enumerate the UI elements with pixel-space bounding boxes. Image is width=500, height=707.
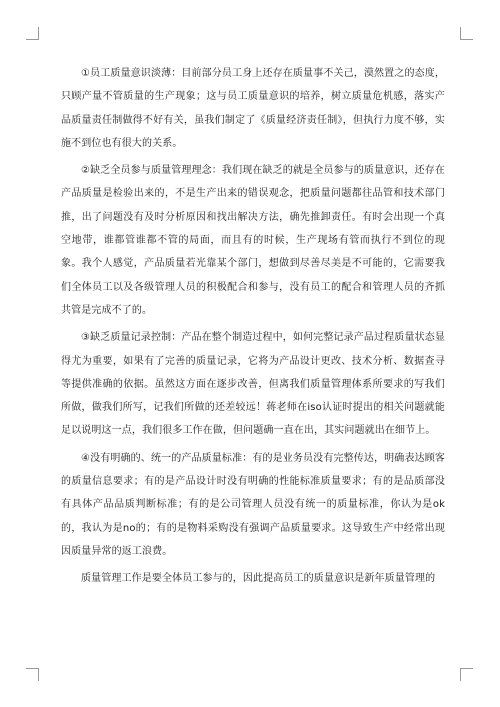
paragraph-full-participation: ②缺乏全员参与质量管理理念：我们现在缺乏的就是全员参与的质量意识，还存在产品质量是检验出来的，不是生产出来的错误观念，把质量问题都往品管和技术部门推，出了问题没有及时分析原因和找出解决方法，确先推卸责任。有时会出现一个真空地带，谁都管谁都不管的局面，而且有的时候，生产现场有管而执行不到位的现象。我个人感觉，产品质量若光靠某个部门，想做到尽善尽美是不可能的，它需要我们全体员工以及各级管理人员的积极配合和参与，没有员工的配合和管理人员的齐抓共管是完成不了的。 xyxy=(61,165,445,316)
crop-mark-bottom-left xyxy=(26,668,39,681)
paragraph-conclusion: 质量管理工作是要全体员工参与的，因此提高员工的质量意识是新年质量管理的 xyxy=(81,573,436,585)
paragraph-quality-standards: ④没有明确的、统一的产品质量标准：有的是业务员没有完整传达，明确表达顾客的质量信息要求；有的是产品设计时没有明确的性能标准质量要求；有的是品质部没有具体产品品质判断标准；有的是公司管理人员没有统一的质量标准，你认为是ok的，我认为是no的；有的是物料采购没有强调产品质量要求。这导致生产中经常出现因质量异常的返工浪费。 xyxy=(61,452,445,557)
crop-mark-bottom-right xyxy=(460,668,473,681)
paragraph-employee-awareness: ①员工质量意识淡薄：目前部分员工身上还存在质量事不关己，漠然置之的态度，只顾产量不管质量的生产现象；这与员工质量意识的培养，树立质量危机感，落实产品质量责任制做得不好有关，虽我们制定了《质量经济责任制》，但执行力度不够，实施不到位也有很大的关系。 xyxy=(61,68,445,149)
document-body xyxy=(61,62,445,595)
paragraph-quality-records: ③缺乏质量记录控制：产品在整个制造过程中，如何完整记录产品过程质量状态显得尤为重要，如果有了完善的质量记录，它将为产品设计更改、技术分析、数据查寻等提供准确的依据。虽然这方面在逐步改善，但离我们质量管理体系所要求的写我们所做，做我们所写，记我们所做的还差较远！蒋老师在iso认证时提出的相关问题就能足以说明这一点，我们很多工作在做，但问题确一直在出，其实问题就出在细节上。 xyxy=(61,332,445,437)
crop-mark-top-left xyxy=(26,27,39,40)
crop-mark-top-right xyxy=(460,27,473,40)
